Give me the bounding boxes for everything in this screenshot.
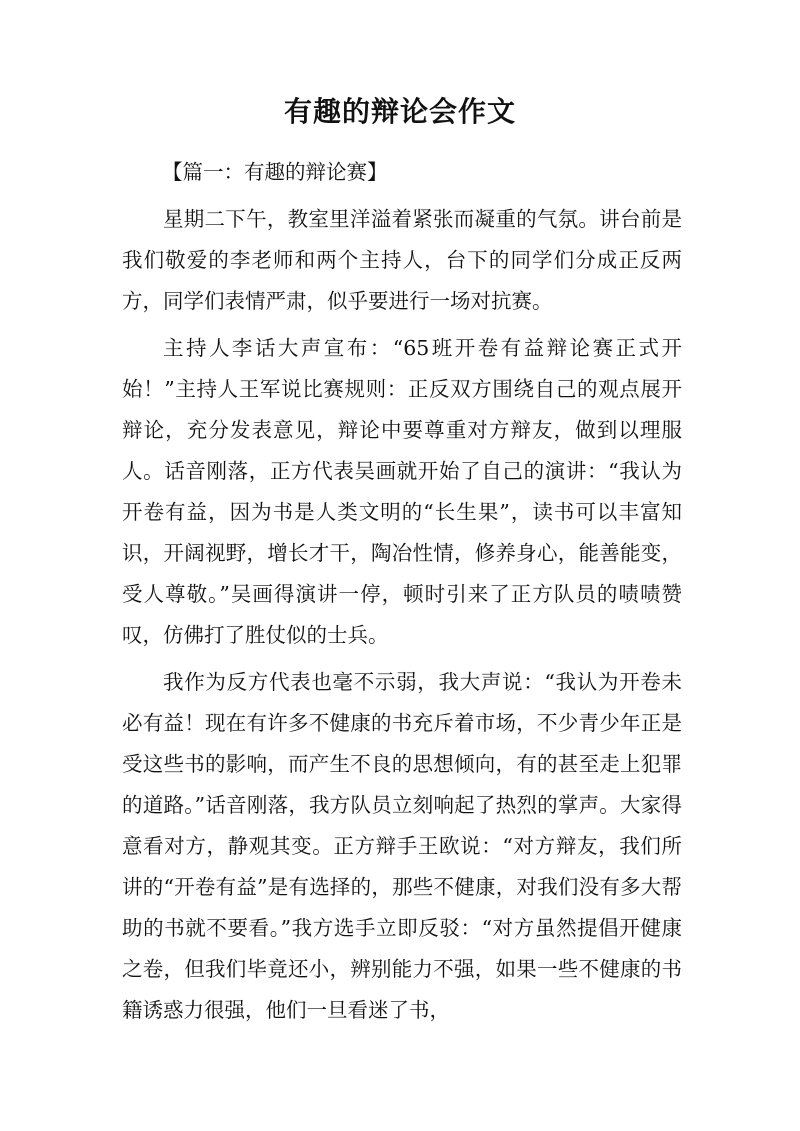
section-heading: 【篇一：有趣的辩论赛】 — [162, 160, 388, 184]
paragraph-3: 我作为反方代表也毫不示弱，我大声说：“我认为开卷未必有益！现在有许多不健康的书充斥着市场，不少青少年正是受这些书的影响，而产生不良的思想倾向，有的甚至走上犯罪的道路。”话音刚落，我方队员立刻响起了热烈的掌声。大家得意看对方，静观其变。正方辩手王欧说：“对方辩友，我们所讲的“开卷有益”是有选择的，那些不健康，对我们没有多大帮助的书就不要看。”我方选手立即反驳：“对方虽然提倡开健康之卷，但我们毕竟还小，辨别能力不强，如果一些不健康的书籍诱惑力很强，他们一旦看迷了书， — [122, 670, 682, 1022]
paragraph-1: 星期二下午，教室里洋溢着紧张而凝重的气氛。讲台前是我们敬爱的李老师和两个主持人，台下的同学们分成正反两方，同学们表情严肃，似乎要进行一场对抗赛。 — [122, 207, 682, 313]
document-title: 有趣的辩论会作文 — [283, 95, 516, 128]
document-body — [122, 152, 682, 1037]
paragraph-2: 主持人李话大声宣布：“65班开卷有益辩论赛正式开始！”主持人王军说比赛规则：正反双方围绕自己的观点展开辩论，充分发表意见，辩论中要尊重对方辩友，做到以理服人。话音刚落，正方代表吴画就开始了自己的演讲：“我认为开卷有益，因为书是人类文明的“长生果”，读书可以丰富知识，开阔视野，增长才干，陶冶性情，修养身心，能善能变，受人尊敬。”吴画得演讲一停，顿时引来了正方队员的啧啧赞叹，仿佛打了胜仗似的士兵。 — [122, 336, 682, 647]
